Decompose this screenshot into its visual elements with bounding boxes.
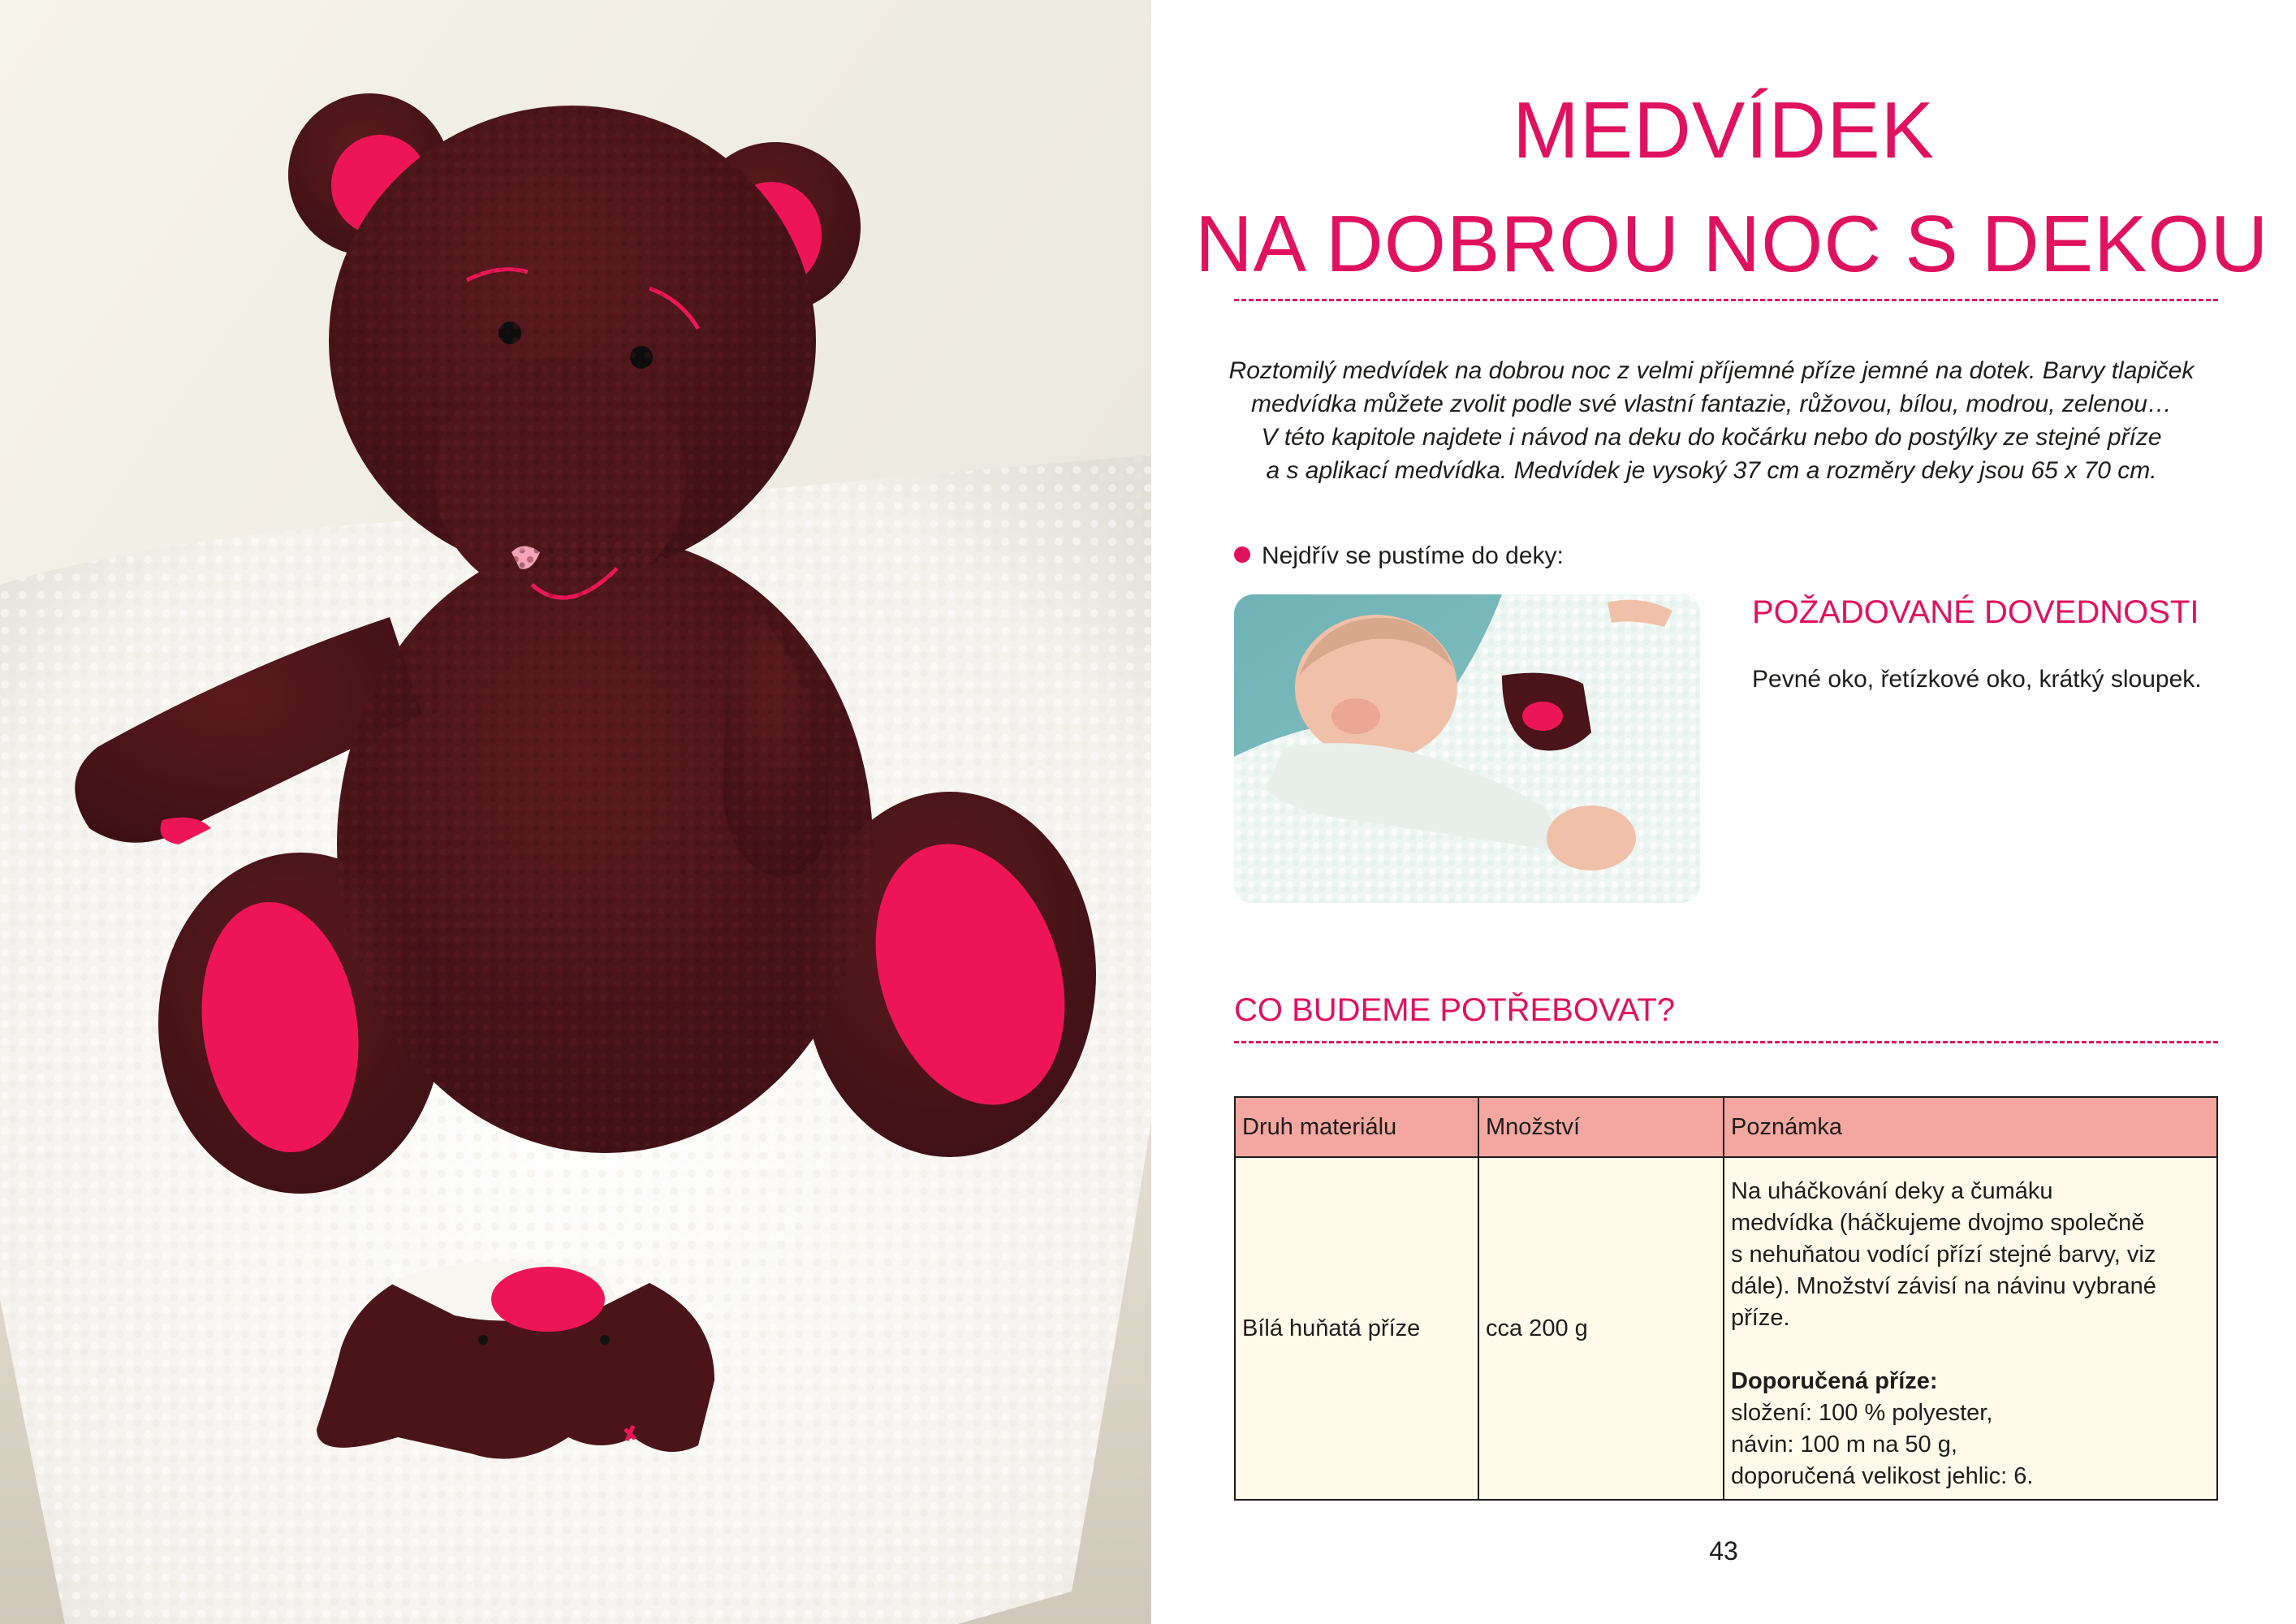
intro-line: medvídka můžete zvolit podle své vlastní fantazie, růžovou, bílou, modrou, zelenou…	[1251, 391, 2172, 417]
yarn-spec: složení: 100 % polyester,	[1731, 1400, 1993, 1426]
column-header: Množství	[1478, 1097, 1724, 1157]
bullet-item	[1234, 542, 1564, 570]
note-line: Na uháčkování deky a čumáku	[1731, 1178, 2053, 1204]
materials-divider	[1234, 1041, 2218, 1043]
note-line: medvídka (háčkujeme dvojmo společně	[1731, 1210, 2145, 1236]
materials-heading: CO BUDEME POTŘEBOVAT?	[1234, 992, 1676, 1028]
title-divider	[1234, 299, 2218, 301]
skills-heading: POŽADOVANÉ DOVEDNOSTI	[1752, 594, 2199, 630]
column-header: Druh materiálu	[1235, 1097, 1478, 1157]
recommended-yarn-label: Doporučená příze:	[1731, 1368, 1938, 1394]
bullet-text: Nejdřív se pustíme do deky:	[1262, 542, 1564, 569]
yarn-spec: doporučená velikost jehlic: 6.	[1731, 1463, 2034, 1489]
note-line: s nehuňatou vodící přízí stejné barvy, viz	[1731, 1242, 2156, 1268]
table-header-row	[1235, 1097, 2217, 1157]
column-header: Poznámka	[1724, 1097, 2217, 1157]
yarn-spec: návin: 100 m na 50 g,	[1731, 1432, 1957, 1458]
title-line-2: NA DOBROU NOC S DEKOU	[1195, 199, 2269, 288]
note-line: dále). Množství závisí na návinu vybrané	[1731, 1273, 2156, 1299]
intro-paragraph	[1224, 354, 2199, 487]
note-cell	[1724, 1157, 2217, 1500]
skills-text: Pevné oko, řetízkové oko, krátký sloupek.	[1752, 666, 2202, 693]
intro-line: a s aplikací medvídka. Medvídek je vysoký 37 cm a rozměry deky jsou 65 x 70 cm.	[1266, 457, 2157, 484]
amount-cell: cca 200 g	[1478, 1157, 1724, 1500]
recipe-page	[1151, 0, 2296, 1624]
intro-line: Roztomilý medvídek na dobrou noc z velmi příjemné příze jemné na dotek. Barvy tlapiček	[1228, 357, 2195, 384]
materials-table	[1234, 1096, 2218, 1501]
baby-blanket-photo	[1234, 594, 1700, 903]
material-cell: Bílá huňatá příze	[1235, 1157, 1478, 1500]
intro-line: V této kapitole najdete i návod na deku do kočárku nebo do postýlky ze stejné příze	[1261, 424, 2162, 451]
table-row	[1235, 1157, 2217, 1500]
note-line: příze.	[1731, 1305, 1790, 1331]
title-line-1: MEDVÍDEK	[1513, 85, 1935, 175]
bullet-dot-icon	[1234, 546, 1250, 563]
page-number: 43	[1709, 1536, 1738, 1566]
